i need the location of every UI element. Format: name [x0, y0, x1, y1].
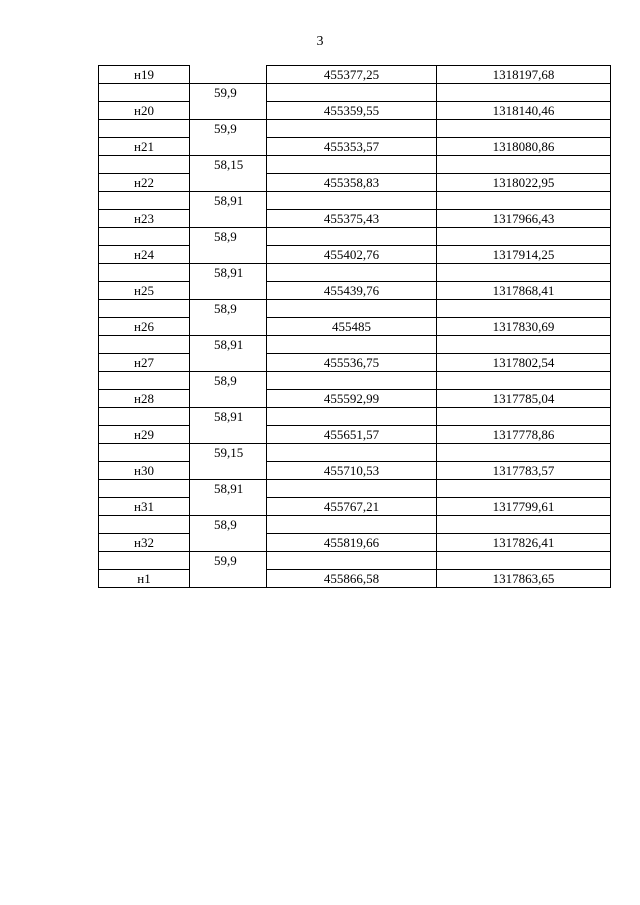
- distance-row: [99, 480, 611, 498]
- x-coordinate: 455377,25: [267, 66, 437, 84]
- y-coordinate: 1318197,68: [437, 66, 611, 84]
- segment-distance: 58,9: [190, 300, 267, 318]
- empty-cell: [437, 372, 611, 390]
- empty-cell: [437, 408, 611, 426]
- empty-cell: [437, 156, 611, 174]
- y-coordinate: 1317802,54: [437, 354, 611, 372]
- coordinates-table: [98, 65, 611, 588]
- segment-distance: 58,91: [190, 480, 267, 498]
- distance-row: [99, 336, 611, 354]
- empty-cell: [99, 444, 190, 462]
- empty-cell: [99, 480, 190, 498]
- empty-cell: [267, 336, 437, 354]
- empty-cell: [99, 336, 190, 354]
- distance-cell-empty: [190, 174, 267, 192]
- y-coordinate: 1317785,04: [437, 390, 611, 408]
- table-row: [99, 282, 611, 300]
- empty-cell: [99, 120, 190, 138]
- distance-cell-empty: [190, 66, 267, 84]
- distance-cell-empty: [190, 138, 267, 156]
- point-name: н23: [99, 210, 190, 228]
- y-coordinate: 1317778,86: [437, 426, 611, 444]
- point-name: н28: [99, 390, 190, 408]
- table-row: [99, 426, 611, 444]
- empty-cell: [99, 264, 190, 282]
- y-coordinate: 1317799,61: [437, 498, 611, 516]
- point-name: н22: [99, 174, 190, 192]
- x-coordinate: 455359,55: [267, 102, 437, 120]
- table-row: [99, 462, 611, 480]
- x-coordinate: 455536,75: [267, 354, 437, 372]
- point-name: н31: [99, 498, 190, 516]
- table-row: [99, 318, 611, 336]
- empty-cell: [437, 480, 611, 498]
- empty-cell: [99, 300, 190, 318]
- table-row: [99, 354, 611, 372]
- point-name: н20: [99, 102, 190, 120]
- x-coordinate: 455651,57: [267, 426, 437, 444]
- empty-cell: [437, 228, 611, 246]
- empty-cell: [267, 228, 437, 246]
- segment-distance: 58,9: [190, 516, 267, 534]
- point-name: н30: [99, 462, 190, 480]
- empty-cell: [99, 552, 190, 570]
- x-coordinate: 455819,66: [267, 534, 437, 552]
- empty-cell: [437, 444, 611, 462]
- point-name: н29: [99, 426, 190, 444]
- empty-cell: [99, 372, 190, 390]
- empty-cell: [267, 480, 437, 498]
- y-coordinate: 1317914,25: [437, 246, 611, 264]
- distance-row: [99, 192, 611, 210]
- distance-row: [99, 84, 611, 102]
- x-coordinate: 455402,76: [267, 246, 437, 264]
- segment-distance: 58,9: [190, 372, 267, 390]
- table-row: [99, 66, 611, 84]
- empty-cell: [267, 300, 437, 318]
- x-coordinate: 455375,43: [267, 210, 437, 228]
- distance-cell-empty: [190, 282, 267, 300]
- empty-cell: [267, 444, 437, 462]
- distance-cell-empty: [190, 210, 267, 228]
- point-name: н27: [99, 354, 190, 372]
- distance-row: [99, 264, 611, 282]
- segment-distance: 58,15: [190, 156, 267, 174]
- empty-cell: [437, 516, 611, 534]
- y-coordinate: 1317830,69: [437, 318, 611, 336]
- x-coordinate: 455710,53: [267, 462, 437, 480]
- x-coordinate: 455439,76: [267, 282, 437, 300]
- segment-distance: 59,9: [190, 552, 267, 570]
- empty-cell: [267, 156, 437, 174]
- x-coordinate: 455353,57: [267, 138, 437, 156]
- table-row: [99, 210, 611, 228]
- point-name: н32: [99, 534, 190, 552]
- segment-distance: 58,91: [190, 192, 267, 210]
- empty-cell: [437, 336, 611, 354]
- empty-cell: [437, 300, 611, 318]
- point-name: н26: [99, 318, 190, 336]
- empty-cell: [99, 192, 190, 210]
- distance-cell-empty: [190, 426, 267, 444]
- table-row: [99, 246, 611, 264]
- distance-cell-empty: [190, 390, 267, 408]
- empty-cell: [437, 192, 611, 210]
- empty-cell: [267, 408, 437, 426]
- distance-row: [99, 444, 611, 462]
- x-coordinate: 455767,21: [267, 498, 437, 516]
- y-coordinate: 1317868,41: [437, 282, 611, 300]
- distance-row: [99, 552, 611, 570]
- segment-distance: 58,9: [190, 228, 267, 246]
- distance-row: [99, 408, 611, 426]
- empty-cell: [437, 84, 611, 102]
- y-coordinate: 1318022,95: [437, 174, 611, 192]
- empty-cell: [437, 552, 611, 570]
- segment-distance: 59,9: [190, 84, 267, 102]
- empty-cell: [267, 264, 437, 282]
- empty-cell: [267, 372, 437, 390]
- y-coordinate: 1317966,43: [437, 210, 611, 228]
- point-name: н25: [99, 282, 190, 300]
- segment-distance: 59,15: [190, 444, 267, 462]
- page-number: 3: [316, 34, 324, 49]
- empty-cell: [99, 516, 190, 534]
- table-row: [99, 498, 611, 516]
- coordinates-table-body: [99, 66, 611, 588]
- distance-row: [99, 300, 611, 318]
- x-coordinate: 455485: [267, 318, 437, 336]
- segment-distance: 58,91: [190, 264, 267, 282]
- distance-cell-empty: [190, 246, 267, 264]
- x-coordinate: 455866,58: [267, 570, 437, 588]
- y-coordinate: 1317826,41: [437, 534, 611, 552]
- distance-cell-empty: [190, 462, 267, 480]
- x-coordinate: 455358,83: [267, 174, 437, 192]
- empty-cell: [267, 552, 437, 570]
- distance-row: [99, 228, 611, 246]
- empty-cell: [267, 120, 437, 138]
- empty-cell: [437, 120, 611, 138]
- x-coordinate: 455592,99: [267, 390, 437, 408]
- empty-cell: [99, 84, 190, 102]
- distance-row: [99, 156, 611, 174]
- y-coordinate: 1318080,86: [437, 138, 611, 156]
- empty-cell: [437, 264, 611, 282]
- y-coordinate: 1318140,46: [437, 102, 611, 120]
- distance-row: [99, 516, 611, 534]
- y-coordinate: 1317863,65: [437, 570, 611, 588]
- distance-cell-empty: [190, 498, 267, 516]
- distance-cell-empty: [190, 354, 267, 372]
- distance-cell-empty: [190, 534, 267, 552]
- empty-cell: [99, 156, 190, 174]
- distance-cell-empty: [190, 102, 267, 120]
- table-row: [99, 534, 611, 552]
- segment-distance: 59,9: [190, 120, 267, 138]
- table-row: [99, 138, 611, 156]
- point-name: н24: [99, 246, 190, 264]
- distance-cell-empty: [190, 318, 267, 336]
- distance-row: [99, 372, 611, 390]
- point-name: н19: [99, 66, 190, 84]
- table-row: [99, 174, 611, 192]
- distance-row: [99, 120, 611, 138]
- empty-cell: [267, 516, 437, 534]
- distance-cell-empty: [190, 570, 267, 588]
- table-row: [99, 102, 611, 120]
- empty-cell: [99, 228, 190, 246]
- segment-distance: 58,91: [190, 336, 267, 354]
- empty-cell: [99, 408, 190, 426]
- table-row: [99, 390, 611, 408]
- y-coordinate: 1317783,57: [437, 462, 611, 480]
- table-row: [99, 570, 611, 588]
- empty-cell: [267, 192, 437, 210]
- segment-distance: 58,91: [190, 408, 267, 426]
- point-name: н1: [99, 570, 190, 588]
- point-name: н21: [99, 138, 190, 156]
- empty-cell: [267, 84, 437, 102]
